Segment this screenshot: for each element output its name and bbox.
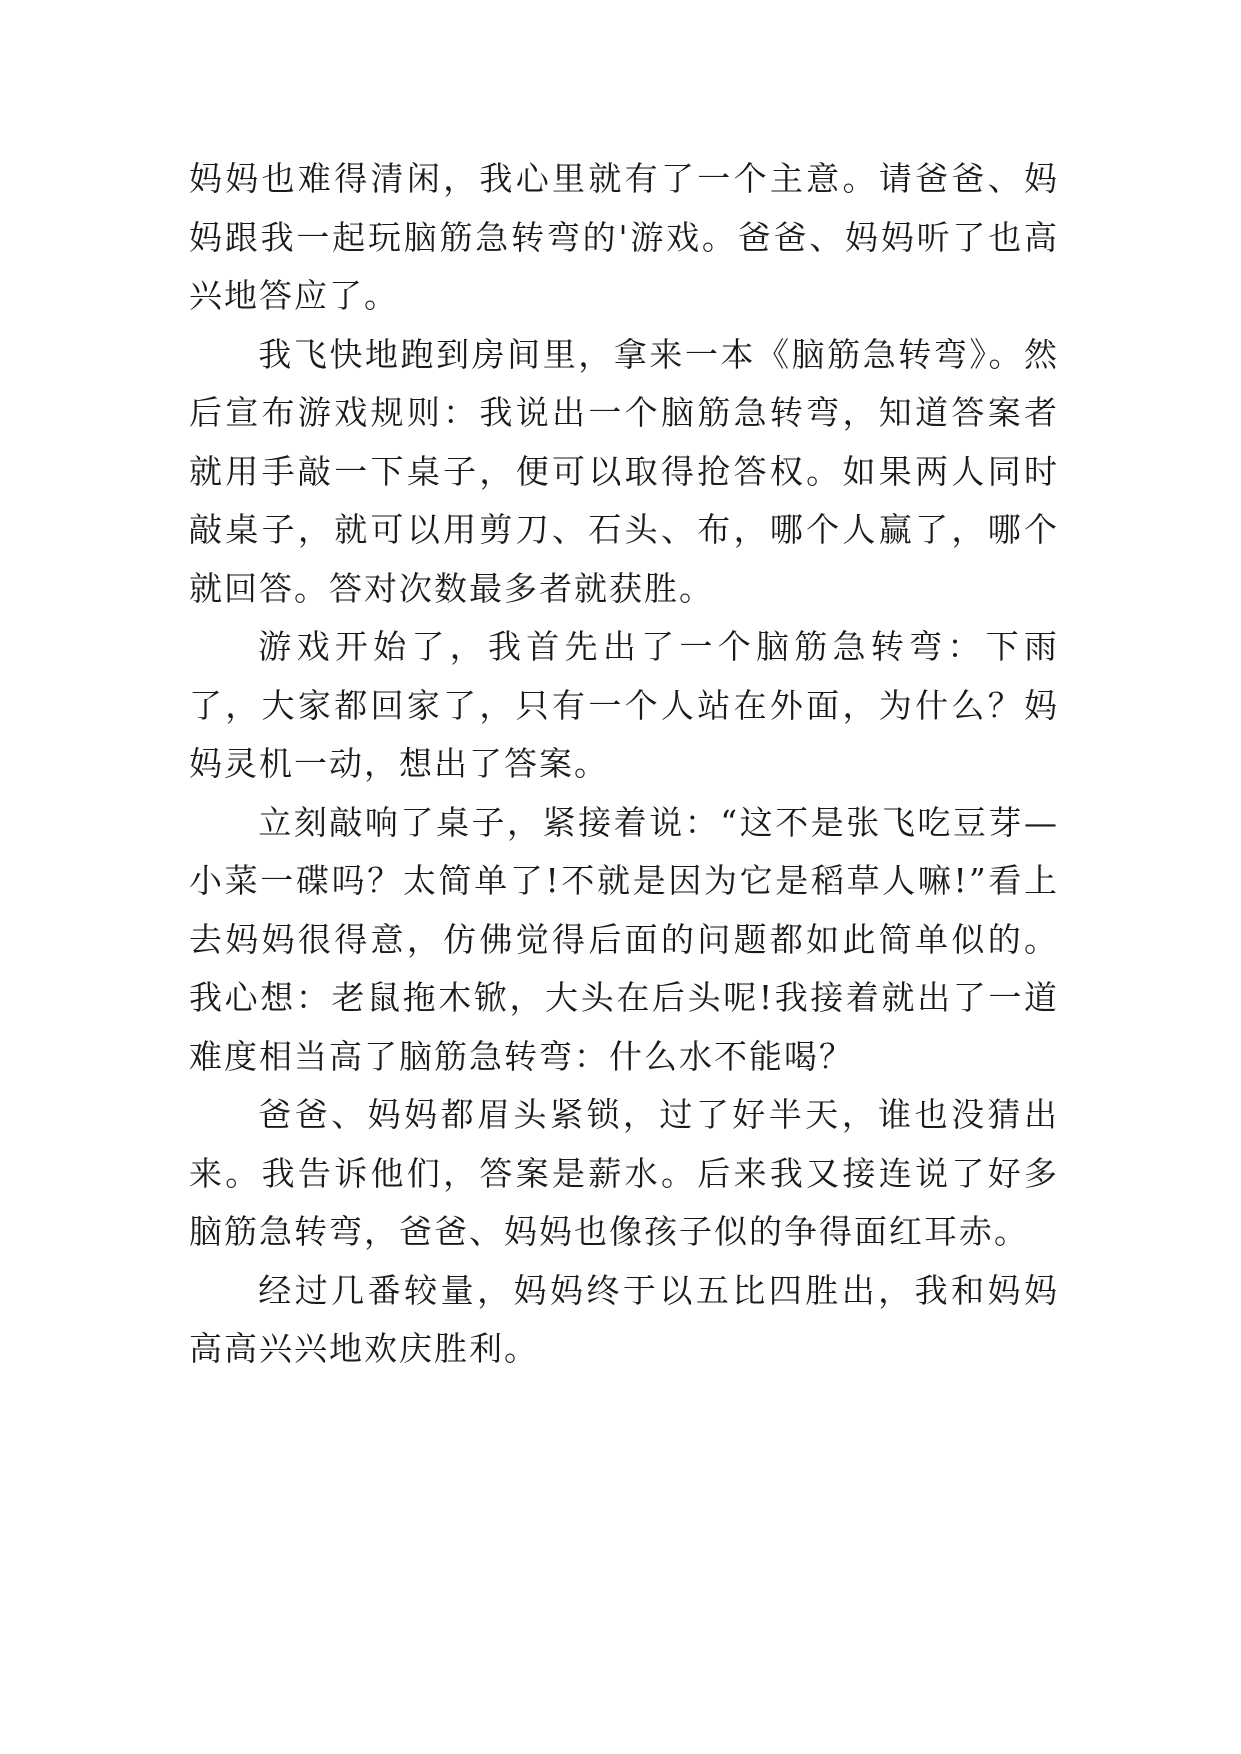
paragraph-2: 我飞快地跑到房间里，拿来一本《脑筋急转弯》。然后宣布游戏规则：我说出一个脑筋急转弯，知道答案者就用手敲一下桌子，便可以取得抢答权。如果两人同时敲桌子，就可以用剪刀、石头、布，哪个人赢了，哪个就回答。答对次数最多者就获胜。 [189,334,1059,608]
paragraph-4: 立刻敲响了桌子，紧接着说：“这不是张飞吃豆芽—小菜一碟吗？太简单了!不就是因为它是稻草人嘛!”看上去妈妈很得意，仿佛觉得后面的问题都如此简单似的。我心想：老鼠拖木锨，大头在后头呢!我接着就出了一道难度相当高了脑筋急转弯：什么水不能喝？ [189,802,1059,1076]
paragraph-3: 游戏开始了，我首先出了一个脑筋急转弯：下雨了，大家都回家了，只有一个人站在外面，为什么？妈妈灵机一动，想出了答案。 [189,627,1059,783]
paragraph-1: 妈妈也难得清闲，我心里就有了一个主意。请爸爸、妈妈跟我一起玩脑筋急转弯的'游戏。爸爸、妈妈听了也高兴地答应了。 [189,159,1059,315]
body-text [189,150,1059,1379]
paragraph-5: 爸爸、妈妈都眉头紧锁，过了好半天，谁也没猜出来。我告诉他们，答案是薪水。后来我又接连说了好多脑筋急转弯，爸爸、妈妈也像孩子似的争得面红耳赤。 [189,1095,1059,1251]
paragraph-6: 经过几番较量，妈妈终于以五比四胜出，我和妈妈高高兴兴地欢庆胜利。 [189,1270,1059,1368]
